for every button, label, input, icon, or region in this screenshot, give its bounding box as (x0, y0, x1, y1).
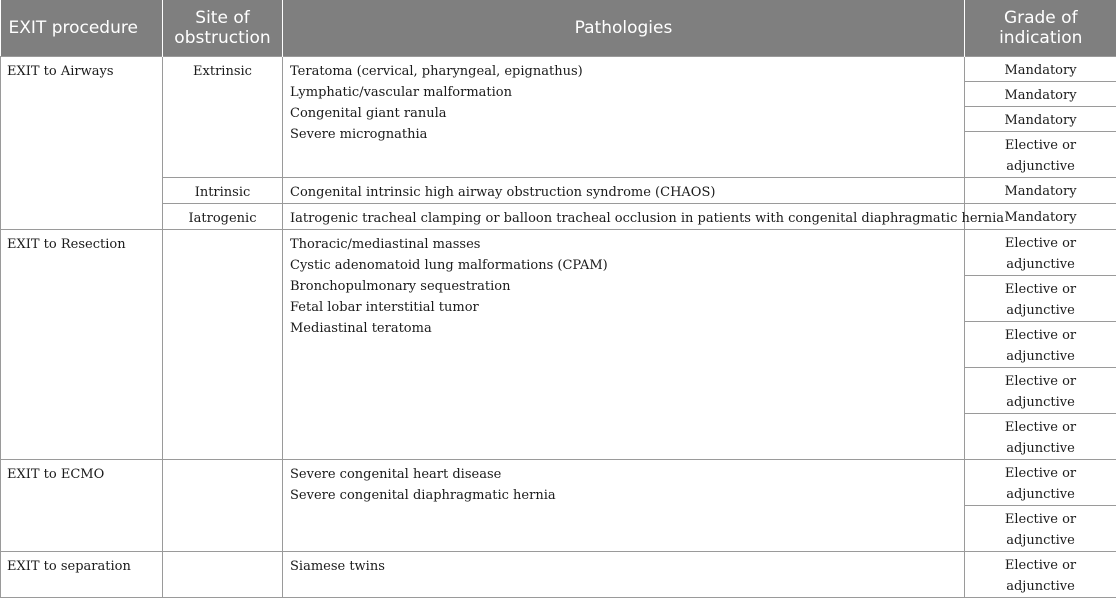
procedure-cell: EXIT to Airways (1, 56, 163, 229)
header-procedure: EXIT procedure (1, 0, 163, 56)
grade-cell: Mandatory (965, 203, 1116, 229)
table-row (1, 551, 1116, 597)
pathology-item: Thoracic/mediastinal masses (290, 234, 958, 255)
grade-cell: Elective or adjunctive (965, 367, 1116, 413)
procedure-cell: EXIT to separation (1, 551, 163, 597)
table-row (1, 56, 1116, 81)
grade-cell: Elective or adjunctive (965, 275, 1116, 321)
pathology-item: Teratoma (cervical, pharyngeal, epignathus) (290, 61, 958, 82)
site-cell (163, 229, 283, 459)
pathology-item: Iatrogenic tracheal clamping or balloon tracheal occlusion in patients with congenital diaphragmatic hernia (290, 208, 958, 229)
grade-cell: Mandatory (965, 81, 1116, 106)
pathologies-cell (283, 177, 965, 203)
site-cell (163, 551, 283, 597)
site-cell: Intrinsic (163, 177, 283, 203)
header-pathologies: Pathologies (283, 0, 965, 56)
grade-cell: Elective or adjunctive (965, 229, 1116, 275)
pathologies-cell (283, 229, 965, 459)
header-row (1, 0, 1116, 56)
grade-cell: Elective or adjunctive (965, 505, 1116, 551)
table-header (1, 0, 1116, 56)
table-row (1, 177, 1116, 203)
pathology-item: Congenital giant ranula (290, 103, 958, 124)
table-row (1, 229, 1116, 275)
procedure-cell: EXIT to ECMO (1, 459, 163, 551)
table-row (1, 459, 1116, 505)
grade-cell: Elective or adjunctive (965, 321, 1116, 367)
site-cell: Iatrogenic (163, 203, 283, 229)
grade-cell: Elective or adjunctive (965, 131, 1116, 177)
pathologies-cell (283, 203, 965, 229)
pathology-item: Cystic adenomatoid lung malformations (CPAM) (290, 255, 958, 276)
pathology-item: Severe congenital heart disease (290, 464, 958, 485)
table-body (1, 56, 1116, 597)
grade-cell: Mandatory (965, 106, 1116, 131)
procedure-cell: EXIT to Resection (1, 229, 163, 459)
grade-cell: Elective or adjunctive (965, 551, 1116, 597)
pathology-item: Mediastinal teratoma (290, 318, 958, 339)
pathology-item: Siamese twins (290, 556, 958, 577)
pathology-item: Fetal lobar interstitial tumor (290, 297, 958, 318)
site-cell: Extrinsic (163, 56, 283, 177)
pathology-item: Bronchopulmonary sequestration (290, 276, 958, 297)
header-site: Site of obstruction (163, 0, 283, 56)
pathology-item: Congenital intrinsic high airway obstruction syndrome (CHAOS) (290, 182, 958, 203)
pathology-item: Severe congenital diaphragmatic hernia (290, 485, 958, 506)
pathologies-cell (283, 459, 965, 551)
grade-cell: Mandatory (965, 177, 1116, 203)
pathologies-cell (283, 56, 965, 177)
grade-cell: Elective or adjunctive (965, 413, 1116, 459)
pathologies-cell (283, 551, 965, 597)
site-cell (163, 459, 283, 551)
pathology-item: Lymphatic/vascular malformation (290, 82, 958, 103)
header-grade: Grade of indication (965, 0, 1116, 56)
grade-cell: Elective or adjunctive (965, 459, 1116, 505)
pathology-item: Severe micrognathia (290, 124, 958, 145)
table-row (1, 203, 1116, 229)
grade-cell: Mandatory (965, 56, 1116, 81)
